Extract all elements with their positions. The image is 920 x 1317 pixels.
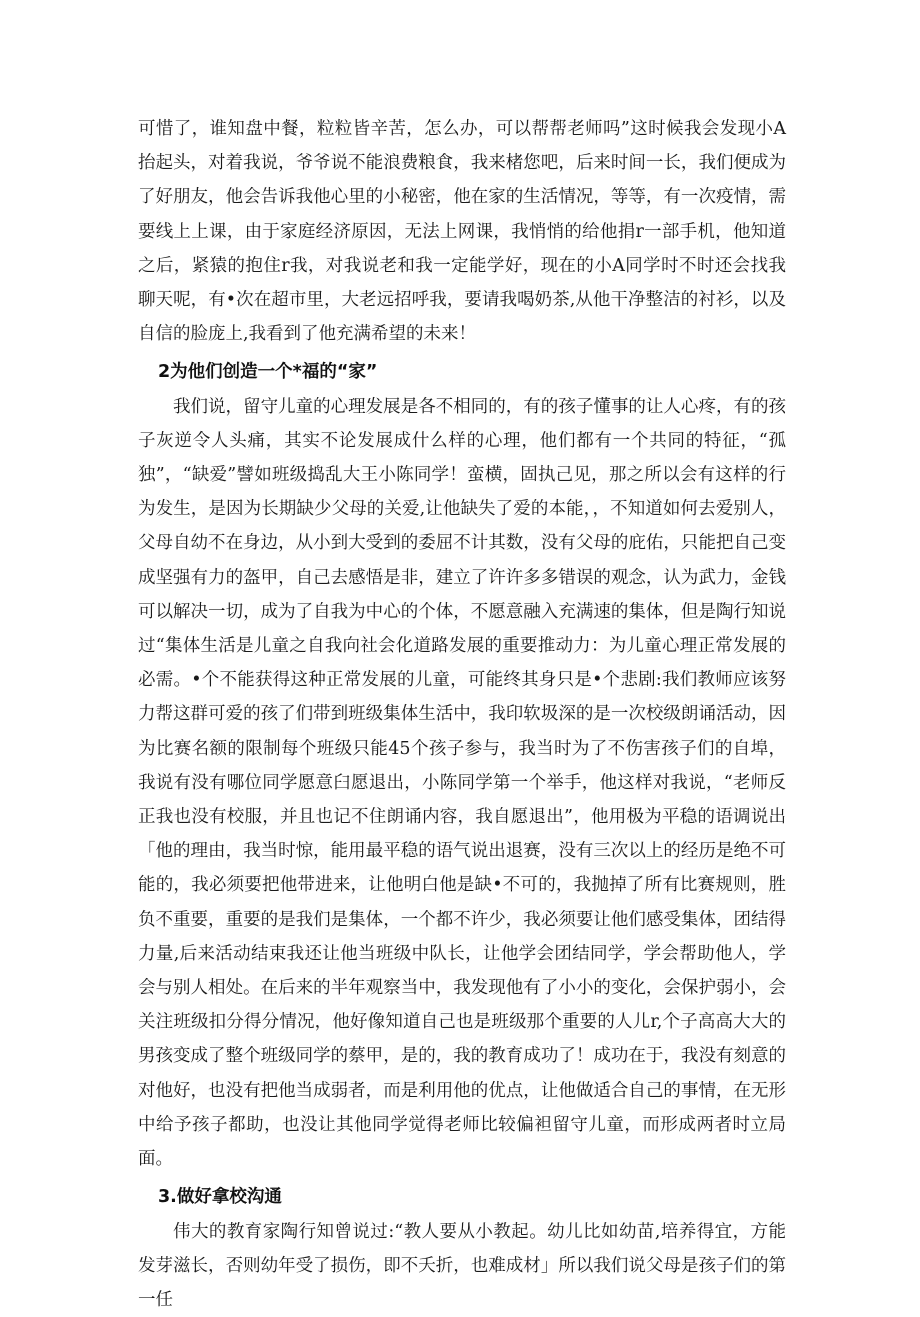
paragraph-continuation: 可惜了，谁知盘中餐，粒粒皆辛苦，怎么办，可以帮帮老师吗”这时候我会发现小A抬起头，对着我说，爷爷说不能浪费粮食，我来楮您吧，后来时间一长，我们便成为了好朋友，他会告诉我他心里的小秘密，他在家的生活情况，等等，有一次疫情，需要线上上课，由于家庭经济原因，无法上网课，我悄悄的给他捐r一部手机，他知道之后，紧猿的抱住r我，对我说老和我一定能学好，现在的小A同学时不时还会找我聊天呢，有•次在超市里，大老远招呼我，要请我喝奶茶,从他干净整洁的衬衫，以及自信的脸庞上,我看到了他充满希望的未来！ xyxy=(138,112,786,351)
section-heading-3: 3.做好拿校沟通 xyxy=(138,1180,786,1214)
section-heading-2: 2为他们创造一个*福的“家” xyxy=(138,355,786,389)
document-body xyxy=(138,112,786,1317)
paragraph-section-2: 我们说，留守儿童的心理发展是各不相同的，有的孩子懂事的让人心疼，有的孩子灰逆令人头痛，其实不论发展成什么样的心理，他们都有一个共同的特征，“孤独”，“缺爱”譬如班级捣乱大王小陈同学！蛮横，固执己见，那之所以会有这样的行为发生，是因为长期缺少父母的关爱,让他缺失了爱的本能，，不知道如何去爱别人，父母自幼不在身边，从小到大受到的委屈不计其数，没有父母的庇佑，只能把自己变成坚强有力的盔甲，自己去感悟是非，建立了许许多多错误的观念，认为武力，金钱可以解决一切，成为了自我为中心的个体，不愿意融入充满速的集体，但是陶行知说过“集体生活是儿童之自我向社会化道路发展的重要推动力：为儿童心理正常发展的必需。•个不能获得这种正常发展的儿童，可能终其身只是•个悲剧:我们教师应该努力帮这群可爱的孩了们带到班级集体生活中，我印软圾深的是一次校级朗诵活动，因为比赛名额的限制每个班级只能45个孩子参与，我当时为了不伤害孩子们的自埠，我说有没有哪位同学愿意臼愿退出，小陈同学第一个举手，他这样对我说，“老师反正我也没有校服，并且也记不住朗诵内容，我自愿退出”，他用极为平稳的语调说出「他的理由，我当时惊，能用最平稳的语气说出退赛，没有三次以上的经历是绝不可能的，我必须要把他带进来，让他明白他是缺•不可的，我抛掉了所有比赛规则，胜负不重要，重要的是我们是集体，一个都不许少，我必须要让他们感受集体，团结得力量,后来活动结束我还让他当班级中队长，让他学会团结同学，学会帮助他人，学会与别人相处。在后来的半年观察当中，我发现他有了小小的变化，会保护弱小，会关注班级扣分得分情况，他好像知道自己也是班级那个重要的人儿r,个子高高大大的男孩变成了整个班级同学的蔡甲，是的，我的教育成功了！成功在于，我没有刻意的对他好，也没有把他当成弱者，而是利用他的优点，让他做适合自己的事情，在无形中给予孩子都助，也没让其他同学觉得老师比较偏袒留守儿童，而形成两者时立局面。 xyxy=(138,390,786,1177)
paragraph-section-3: 伟大的教育家陶行知曾说过:“教人要从小教起。幼儿比如幼苗,培养得宜，方能发芽滋长，否则幼年受了损伤，即不夭折，也难成材」所以我们说父母是孩子们的第一任 xyxy=(138,1215,786,1317)
